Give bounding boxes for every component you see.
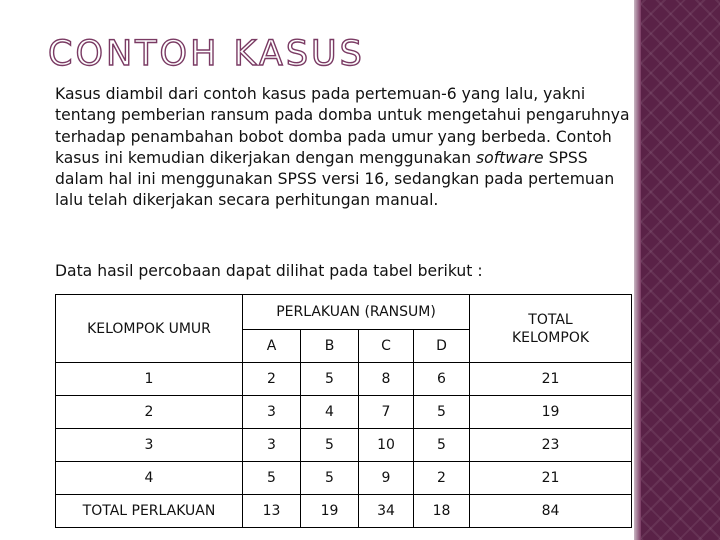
- header-treatment-c: C: [359, 330, 414, 363]
- total-value: 19: [301, 495, 359, 528]
- cell-value: 10: [359, 429, 414, 462]
- cell-value: 5: [243, 462, 301, 495]
- cell-value: 3: [243, 396, 301, 429]
- total-value: 13: [243, 495, 301, 528]
- data-table: [55, 294, 632, 528]
- paragraph-text-1: Kasus diambil dari contoh kasus pada pertemuan-6 yang lalu, yakni tentang pemberian ransum pada domba untuk mengetahui pengaruhnya terhadap penambahan bobot domba pada umur yang berbeda. Contoh kasus ini kemudian dikerjakan dengan menggunakan: [55, 85, 630, 167]
- cell-value: 7: [359, 396, 414, 429]
- cell-value: 9: [359, 462, 414, 495]
- total-row: [56, 495, 632, 528]
- row-total: 23: [470, 429, 632, 462]
- cell-value: 3: [243, 429, 301, 462]
- total-row-label: TOTAL PERLAKUAN: [56, 495, 243, 528]
- row-group: 2: [56, 396, 243, 429]
- grand-total: 84: [470, 495, 632, 528]
- cell-value: 5: [301, 462, 359, 495]
- cell-value: 5: [414, 429, 470, 462]
- cell-value: 4: [301, 396, 359, 429]
- cell-value: 2: [243, 363, 301, 396]
- cell-value: 2: [414, 462, 470, 495]
- header-total-kelompok: TOTAL KELOMPOK: [470, 295, 632, 363]
- header-kelompok-umur: KELOMPOK UMUR: [56, 295, 243, 363]
- total-value: 34: [359, 495, 414, 528]
- cell-value: 5: [301, 429, 359, 462]
- table-row: [56, 462, 632, 495]
- table-row: [56, 363, 632, 396]
- header-treatment-b: B: [301, 330, 359, 363]
- description-paragraph: [55, 84, 630, 212]
- row-total: 21: [470, 462, 632, 495]
- row-group: 3: [56, 429, 243, 462]
- header-perlakuan: PERLAKUAN (RANSUM): [243, 295, 470, 330]
- cell-value: 5: [414, 396, 470, 429]
- paragraph-italic-word: software: [476, 148, 544, 167]
- total-value: 18: [414, 495, 470, 528]
- row-group: 4: [56, 462, 243, 495]
- row-total: 19: [470, 396, 632, 429]
- header-treatment-d: D: [414, 330, 470, 363]
- table-row: [56, 396, 632, 429]
- table-row: [56, 429, 632, 462]
- paragraph-text-2: SPSS dalam hal ini menggunakan SPSS versi 16, sedangkan pada pertemuan lalu telah dikerjakan secara perhitungan manual.: [55, 148, 615, 210]
- side-panel-edge: [634, 0, 641, 540]
- slide-title: CONTOH KASUS: [48, 34, 365, 74]
- table-intro-text: Data hasil percobaan dapat dilihat pada tabel berikut :: [55, 262, 483, 280]
- cell-value: 5: [301, 363, 359, 396]
- decorative-side-panel: [641, 0, 720, 540]
- cell-value: 6: [414, 363, 470, 396]
- cell-value: 8: [359, 363, 414, 396]
- row-group: 1: [56, 363, 243, 396]
- header-treatment-a: A: [243, 330, 301, 363]
- row-total: 21: [470, 363, 632, 396]
